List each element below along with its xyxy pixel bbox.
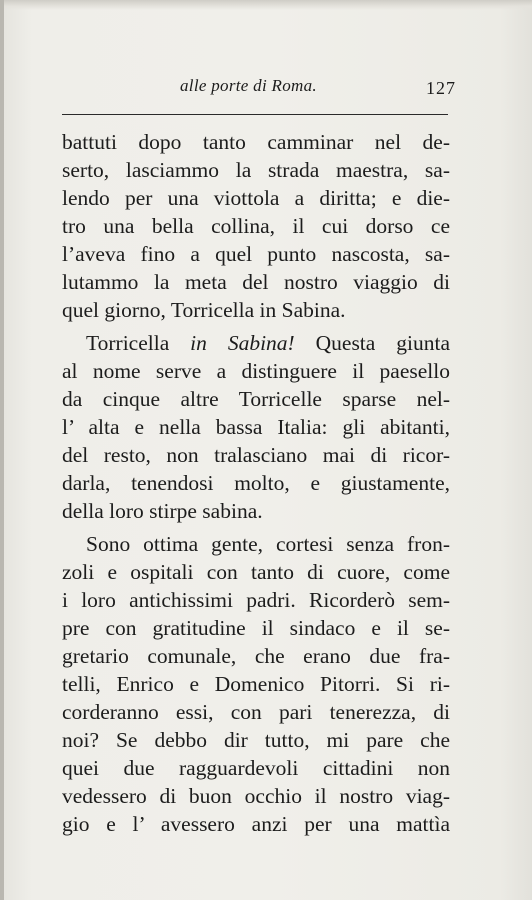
paragraph-1 xyxy=(62,128,450,324)
text-line: vedessero di buon occhio il nostro viag- xyxy=(62,784,450,808)
page-top-edge xyxy=(0,0,532,10)
body-text xyxy=(62,128,450,838)
text-line: lendo per una viottola a diritta; e die- xyxy=(62,186,450,210)
text-line: telli, Enrico e Domenico Pitorri. Si ri- xyxy=(62,672,450,696)
text-line: l’aveva fino a quel punto nascosta, sa- xyxy=(62,242,450,266)
text-line: darla, tenendosi molto, e giustamente, xyxy=(62,471,450,495)
text-line: del resto, non tralasciano mai di ricor- xyxy=(62,443,450,467)
text-line: da cinque altre Torricelle sparse nel- xyxy=(62,387,450,411)
page-header xyxy=(62,76,462,102)
paragraph-2 xyxy=(62,329,450,525)
text-line: l’ alta e nella bassa Italia: gli abitanti, xyxy=(62,415,450,439)
text-line: gretario comunale, che erano due fra- xyxy=(62,644,450,668)
paragraph-3 xyxy=(62,530,450,838)
text-line: battuti dopo tanto camminar nel de- xyxy=(62,130,450,154)
text-line: serto, lasciammo la strada maestra, sa- xyxy=(62,158,450,182)
text-line: i loro antichissimi padri. Ricorderò sem- xyxy=(62,588,450,612)
text-line: della loro stirpe sabina. xyxy=(62,499,263,523)
text-line: gio e l’ avessero anzi per una mattìa xyxy=(62,812,450,836)
running-title: alle porte di Roma. xyxy=(180,76,317,95)
text-line: pre con gratitudine il sindaco e il se- xyxy=(62,616,450,640)
page-number: 127 xyxy=(426,78,456,98)
text-line: al nome serve a distinguere il paesello xyxy=(62,359,450,383)
header-rule xyxy=(62,114,448,115)
text-line xyxy=(62,329,450,357)
text-line: noi? Se debbo dir tutto, mi pare che xyxy=(62,728,450,752)
page-binding-edge xyxy=(0,0,4,900)
text-line: tro una bella collina, il cui dorso ce xyxy=(62,214,450,238)
text-line: lutammo la meta del nostro viaggio di xyxy=(62,270,450,294)
italic-place-name: in Sabina! xyxy=(190,331,295,355)
text-run: Torricella xyxy=(86,331,191,355)
text-run: Questa giunta xyxy=(294,331,450,355)
text-line: corderanno essi, con pari tenerezza, di xyxy=(62,700,450,724)
text-line: quei due ragguardevoli cittadini non xyxy=(62,756,450,780)
text-line: zoli e ospitali con tanto di cuore, come xyxy=(62,560,450,584)
text-line: quel giorno, Torricella in Sabina. xyxy=(62,298,346,322)
text-line: Sono ottima gente, cortesi senza fron- xyxy=(86,532,450,556)
